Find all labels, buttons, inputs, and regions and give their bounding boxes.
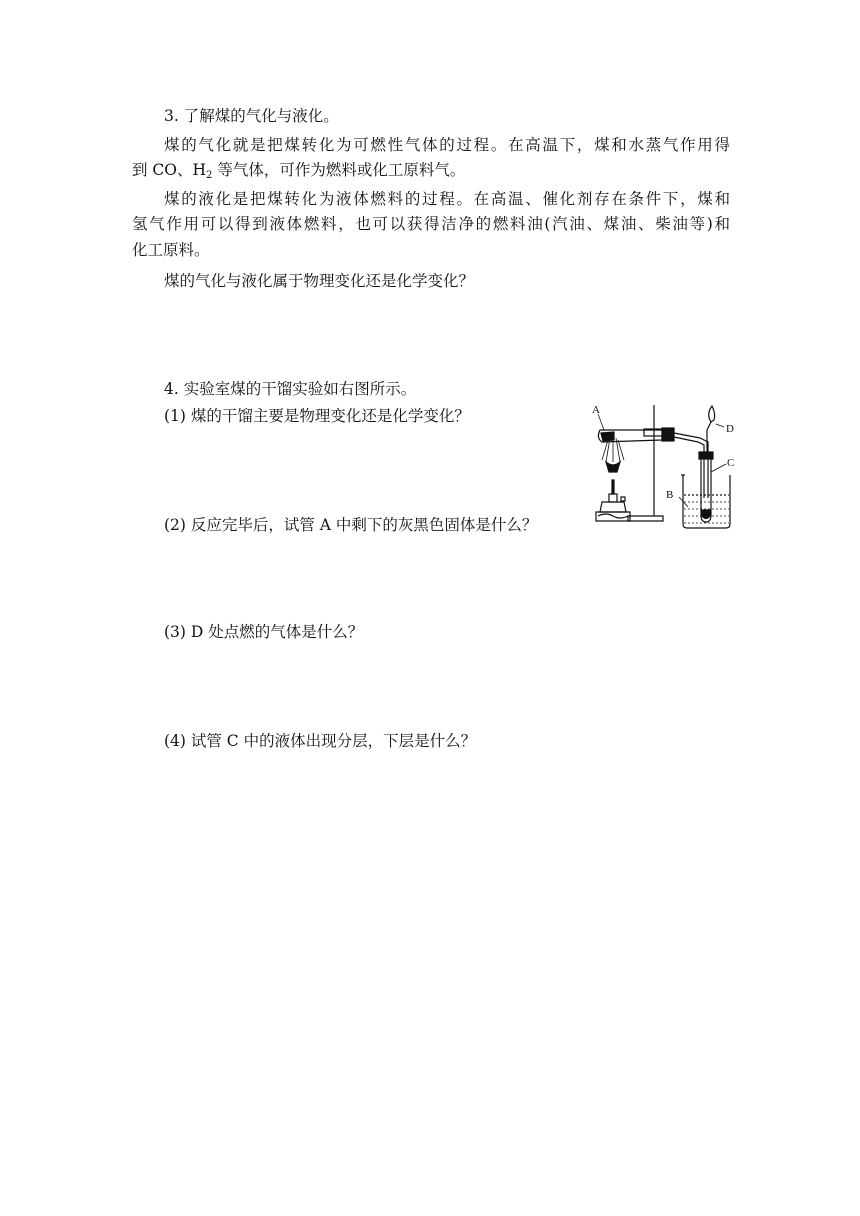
- label-b: B: [666, 489, 674, 501]
- stand-base: [628, 516, 663, 521]
- liquefaction-line1: 煤的液化是把煤转化为液体燃料的过程。在高温、催化剂存在条件下，煤和: [164, 190, 730, 208]
- gasification-line2-start: 到 CO、H: [132, 161, 207, 179]
- outlet-tube: [707, 422, 711, 452]
- label-a: A: [592, 404, 600, 416]
- question-3: (3) D 处点燃的气体是什么？: [164, 623, 364, 641]
- delivery-tube-inner: [674, 437, 704, 498]
- label-d: D: [726, 423, 734, 435]
- beaker-b: [683, 475, 730, 528]
- label-d-leader: [716, 424, 724, 427]
- lamp-knob: [621, 497, 625, 501]
- lamp-wick: [612, 480, 614, 494]
- tube-c-stopper: [699, 452, 713, 459]
- h2-subscript: 2: [206, 170, 213, 181]
- gasification-line2-end: 等气体，可作为燃料或化工原料气。: [212, 161, 466, 179]
- tube-c-lower-layer: [702, 510, 710, 519]
- section3-question: 煤的气化与液化属于物理变化还是化学变化？: [164, 272, 475, 290]
- question-2: (2) 反应完毕后，试管 A 中剩下的灰黑色固体是什么？: [164, 516, 538, 534]
- lamp-neck: [609, 494, 617, 502]
- flame-d: [709, 406, 715, 422]
- dry-distillation-apparatus-figure: [588, 400, 740, 532]
- label-c-leader: [711, 464, 726, 472]
- gasification-line1: 煤的气化就是把煤转化为可燃性气体的过程。在高温下，煤和水蒸气作用得: [164, 136, 730, 154]
- lamp-flame: [606, 462, 620, 472]
- label-a-leader: [598, 414, 604, 430]
- delivery-tube: [674, 433, 708, 498]
- label-c: C: [727, 457, 735, 469]
- question-4: (4) 试管 C 中的液体出现分层，下层是什么？: [164, 732, 477, 750]
- tube-stopper: [662, 428, 674, 441]
- liquefaction-line2: 氢气作用可以得到液体燃料，也可以获得洁净的燃料油(汽油、煤油、柴油等)和: [132, 215, 730, 233]
- coal-sample: [601, 432, 614, 441]
- question-1: (1) 煤的干馏主要是物理变化还是化学变化？: [164, 407, 470, 425]
- lamp-stand-wave: [598, 514, 628, 518]
- alcohol-lamp-body: [600, 502, 626, 512]
- gasification-line2: [132, 160, 465, 180]
- liquefaction-line3: 化工原料。: [132, 241, 210, 259]
- section3-heading: 3. 了解煤的气化与液化。: [164, 107, 339, 125]
- section4-heading: 4. 实验室煤的干馏实验如右图所示。: [164, 380, 417, 398]
